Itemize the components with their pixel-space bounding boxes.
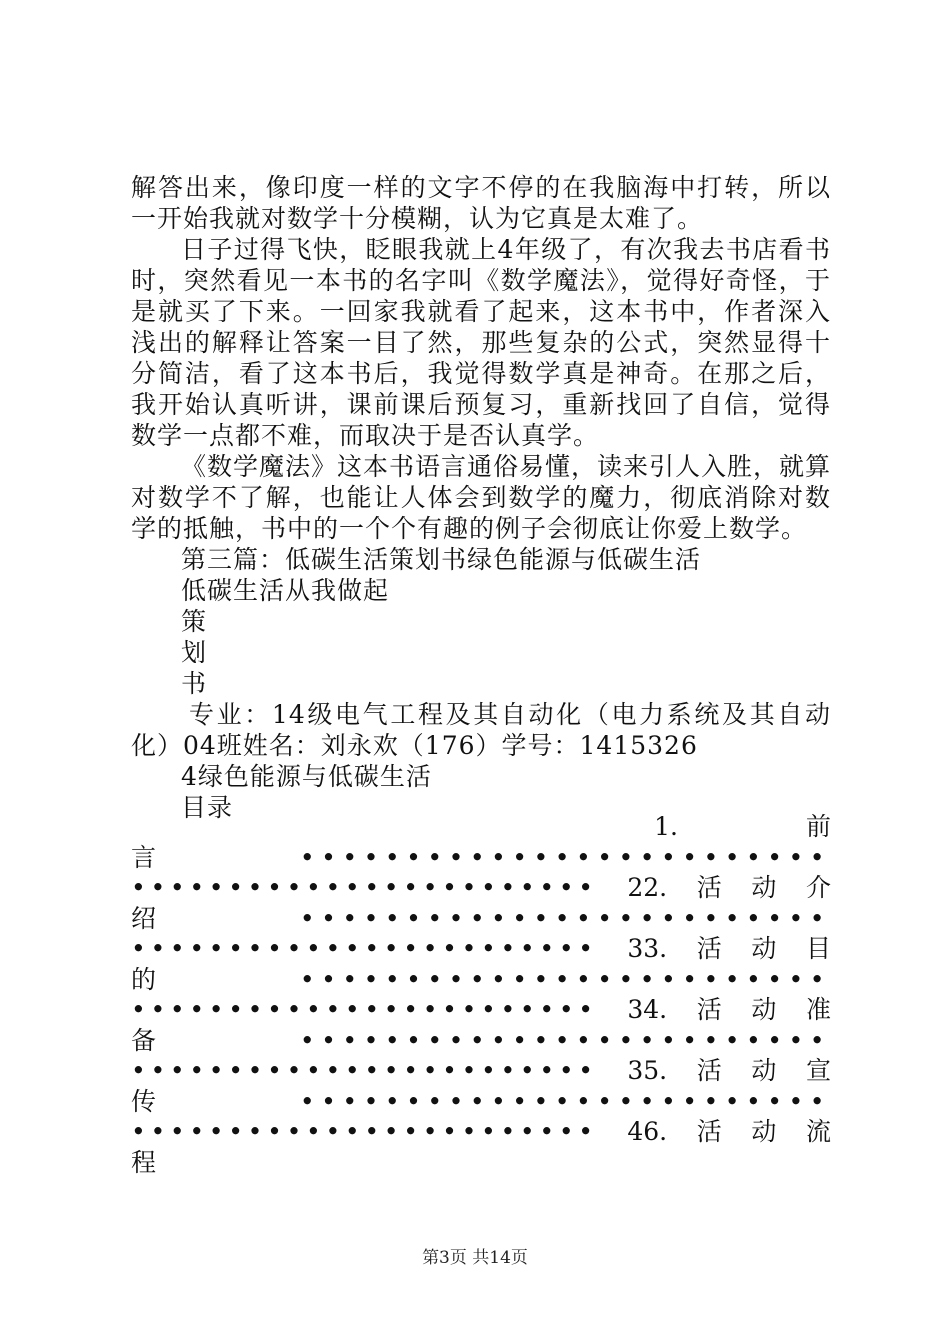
paragraph-1: 解答出来，像印度一样的文字不停的在我脑海中打转，所以一开始我就对数学十分模糊，认为它真是太难了。	[131, 173, 831, 233]
table-of-contents	[131, 812, 831, 1178]
page-footer: 第3页 共14页	[422, 1248, 528, 1268]
toc-row	[131, 995, 831, 1026]
student-info: 专业：14级电气工程及其自动化（电力系统及其自动化）04班姓名：刘永欢（176）学号：1415326	[131, 700, 831, 760]
toc-char: 活	[696, 1056, 722, 1085]
toc-leader-dots: •••••••••••••••••••••••••	[299, 842, 831, 872]
toc-char: 备	[131, 1025, 157, 1055]
plan-title: 低碳生活从我做起	[181, 576, 390, 605]
paragraph-3: 《数学魔法》这本书语言通俗易懂，读来引人入胜，就算对数学不了解，也能让人体会到数学的魔力，彻底消除对数学的抵触，书中的一个个有趣的例子会彻底让你爱上数学。	[131, 452, 832, 543]
toc-char: 动	[751, 1056, 777, 1085]
toc-leader-dots: ••••••••••••••••••••••••	[131, 1056, 598, 1085]
toc-row	[131, 812, 831, 843]
toc-char: 准	[805, 995, 831, 1024]
title-char-hua: 划	[181, 638, 208, 667]
toc-number: 46.	[627, 1117, 668, 1146]
toc-leader-dots: ••••••••••••••••••••••••	[131, 995, 598, 1024]
toc-char: 的	[131, 964, 157, 994]
title-char-ce: 策	[181, 607, 208, 636]
toc-char: 程	[131, 1147, 157, 1177]
toc-char: 介	[805, 873, 831, 902]
toc-char: 前	[805, 812, 831, 841]
toc-row	[131, 1117, 831, 1148]
toc-char: 活	[696, 873, 722, 902]
toc-char: 活	[696, 934, 722, 963]
toc-char: 目	[805, 934, 831, 963]
toc-leader-dots: •••••••••••••••••••••••••	[299, 903, 831, 933]
toc-row	[131, 1056, 831, 1087]
toc-char: 流	[805, 1117, 831, 1146]
toc-row	[131, 1148, 831, 1179]
toc-char: 言	[131, 842, 157, 872]
toc-char: 动	[751, 934, 777, 963]
toc-char: 传	[131, 1086, 157, 1116]
toc-row	[131, 873, 831, 904]
toc-char: 绍	[131, 903, 157, 933]
toc-number: 22.	[627, 873, 668, 902]
subtitle: 4绿色能源与低碳生活	[181, 762, 432, 791]
title-char-shu: 书	[181, 669, 208, 698]
toc-number: 34.	[627, 995, 668, 1024]
toc-row	[131, 965, 831, 996]
toc-row	[131, 1026, 831, 1057]
toc-char: 动	[751, 1117, 777, 1146]
section-heading: 第三篇：低碳生活策划书绿色能源与低碳生活	[181, 545, 702, 574]
toc-char: 活	[696, 1117, 722, 1146]
toc-leader-dots: ••••••••••••••••••••••••	[131, 1117, 598, 1146]
toc-row	[131, 1087, 831, 1118]
toc-row	[131, 843, 831, 874]
toc-row	[131, 934, 831, 965]
toc-leader-dots: •••••••••••••••••••••••••	[299, 1025, 831, 1055]
toc-heading: 目录	[181, 793, 234, 822]
toc-leader-dots: ••••••••••••••••••••••••	[131, 873, 598, 902]
toc-number: 1.	[654, 812, 678, 841]
paragraph-2: 日子过得飞快，眨眼我就上4年级了，有次我去书店看书时，突然看见一本书的名字叫《数学魔法》，觉得好奇怪，于是就买了下来。一回家我就看了起来，这本书中，作者深入浅出的解释让答案一目了然，那些复杂的公式，突然显得十分简洁，看了这本书后，我觉得数学真是神奇。在那之后，我开始认真听讲，课前课后预复习，重新找回了自信，觉得数学一点都不难，而取决于是否认真学。	[131, 235, 831, 450]
body-text	[131, 172, 831, 823]
toc-leader-dots: •••••••••••••••••••••••••	[299, 1086, 831, 1116]
toc-row	[131, 904, 831, 935]
toc-leader-dots: ••••••••••••••••••••••••	[131, 934, 598, 963]
toc-number: 35.	[627, 1056, 668, 1085]
toc-leader-dots: •••••••••••••••••••••••••	[299, 964, 831, 994]
toc-char: 动	[751, 995, 777, 1024]
toc-char: 宣	[805, 1056, 831, 1085]
toc-char: 活	[696, 995, 722, 1024]
toc-char: 动	[751, 873, 777, 902]
toc-number: 33.	[627, 934, 668, 963]
